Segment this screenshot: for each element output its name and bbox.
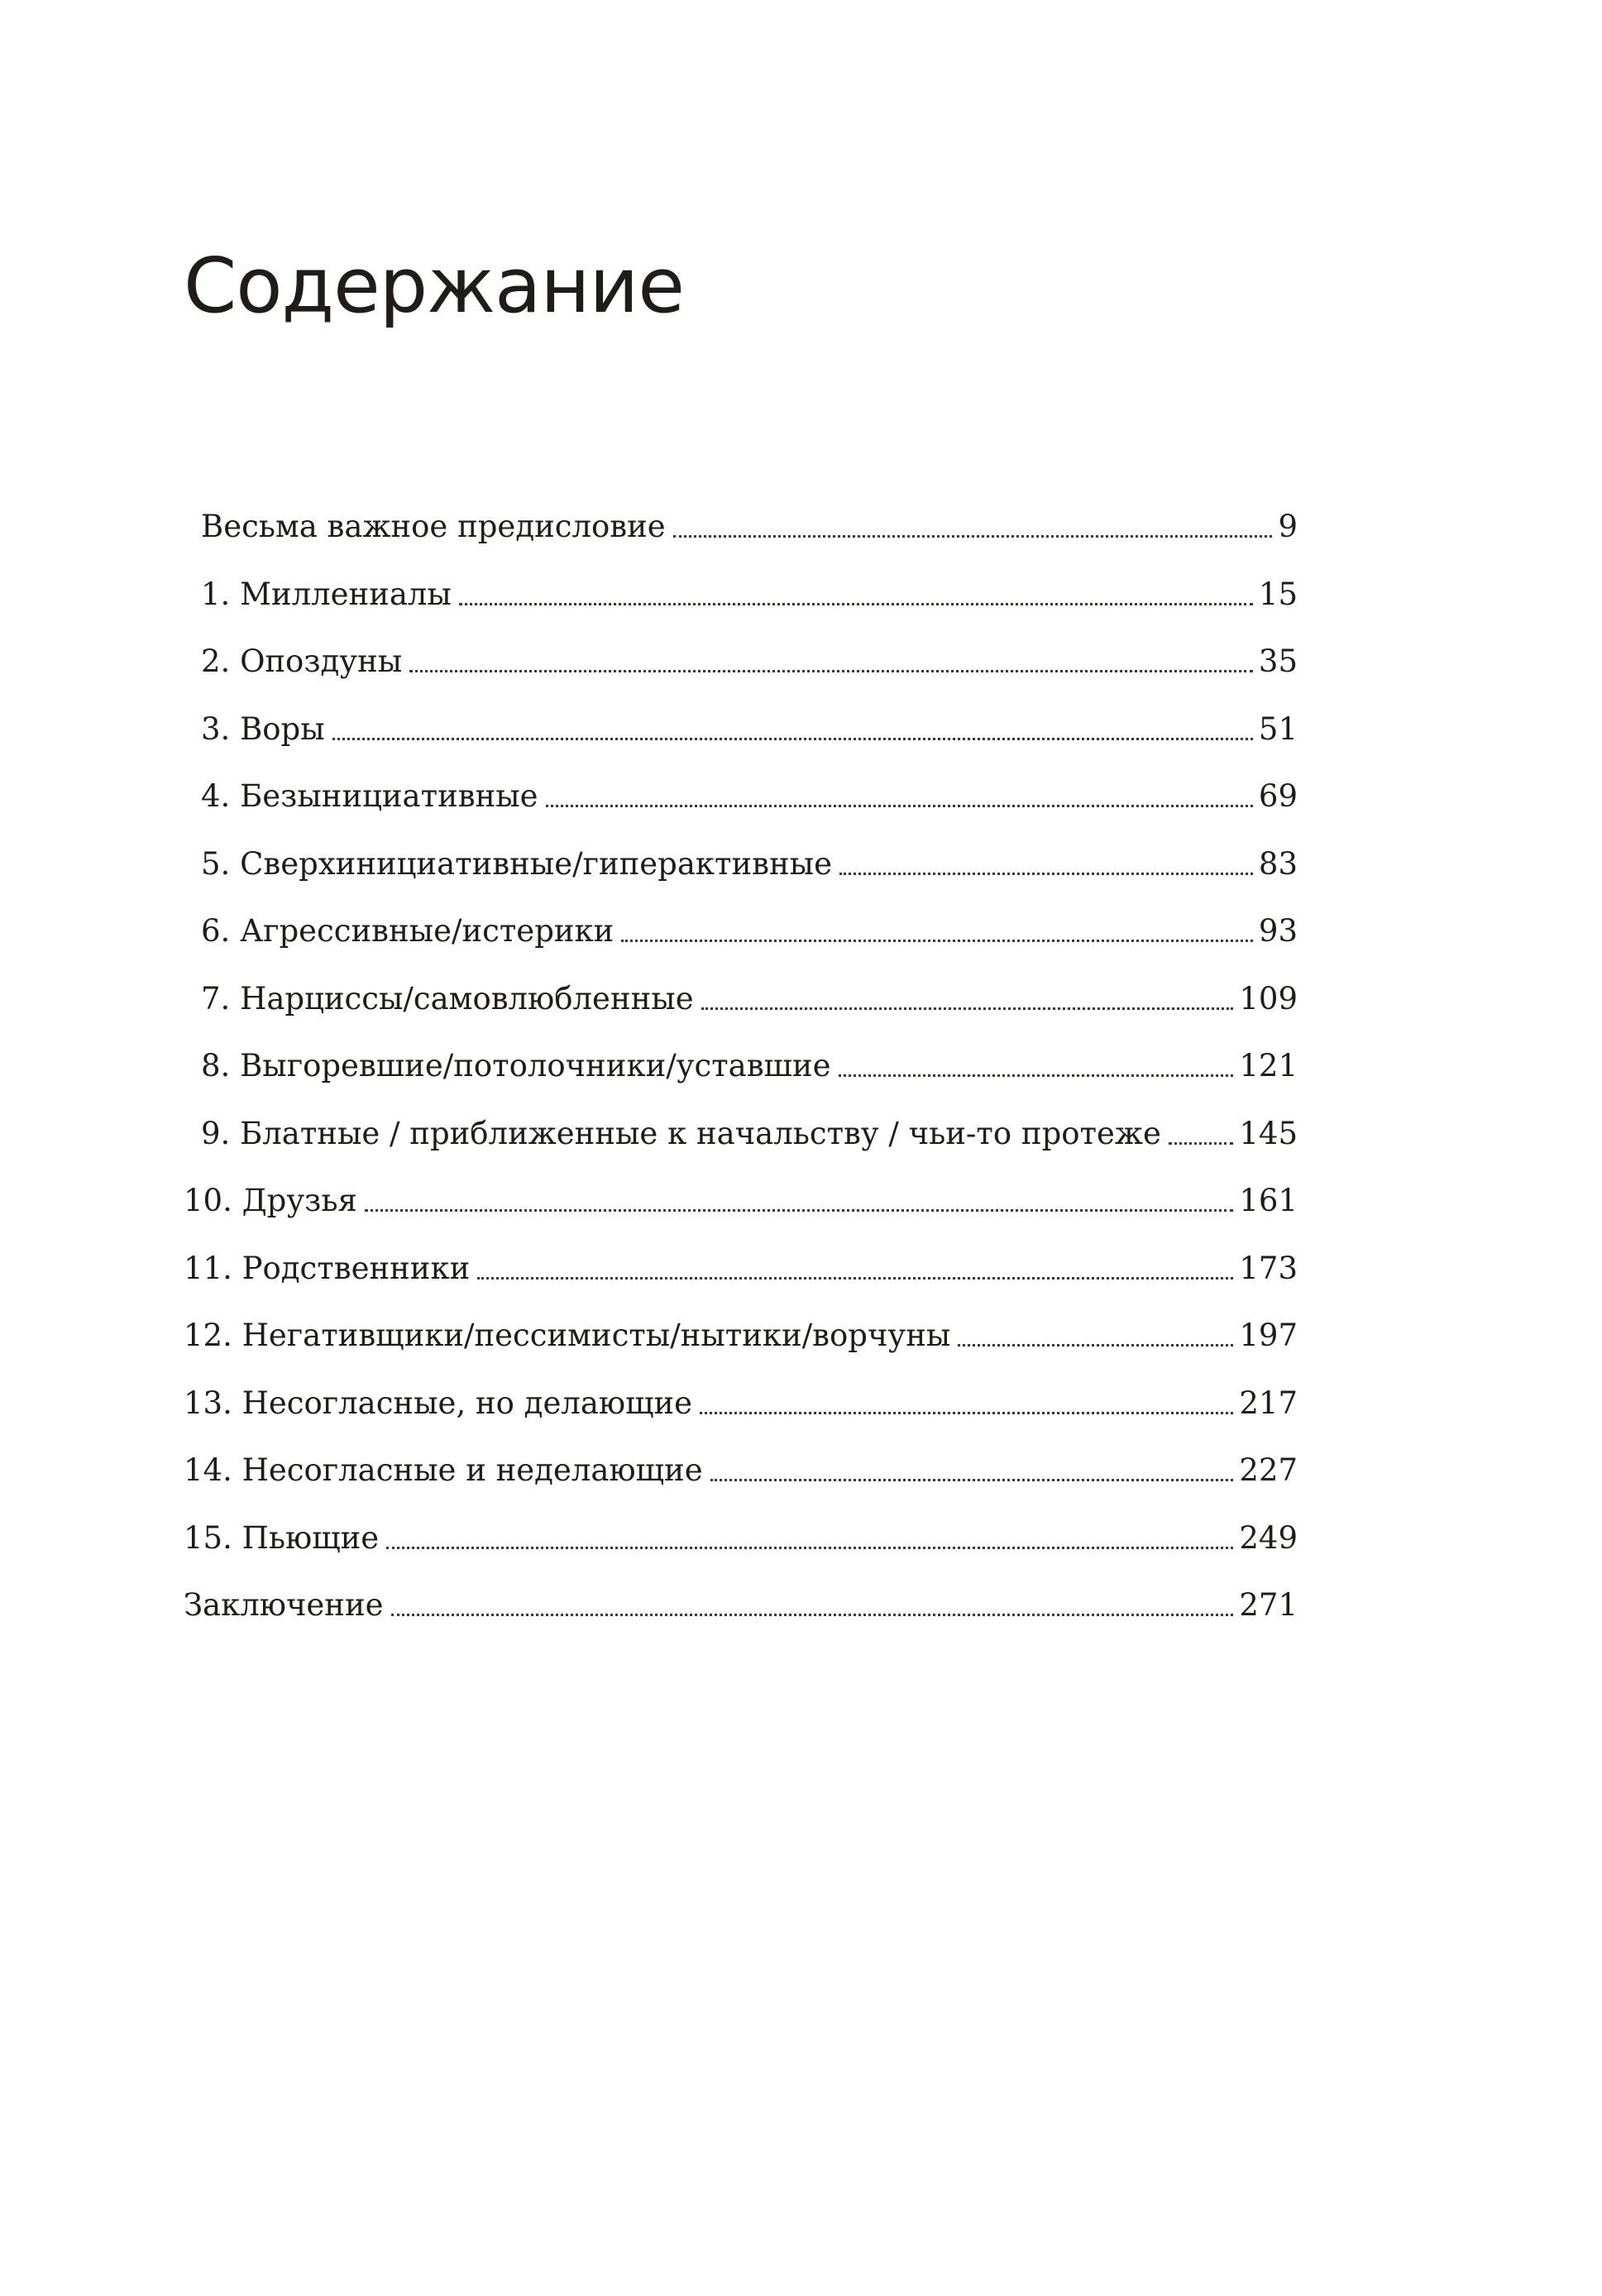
toc-dot-leader <box>459 603 1253 605</box>
toc-entry-title: 12. Негативщики/пессимисты/нытики/ворчуны <box>184 1318 951 1354</box>
toc-entry[interactable] <box>184 1571 1298 1639</box>
toc-entry[interactable] <box>184 493 1298 561</box>
toc-entry-page: 93 <box>1258 913 1298 949</box>
toc-entry-title: Заключение <box>184 1587 384 1624</box>
toc-dot-leader <box>409 670 1253 672</box>
toc-entry[interactable] <box>184 1235 1298 1303</box>
toc-entry-page: 271 <box>1239 1587 1298 1624</box>
toc-dot-leader <box>477 1277 1233 1280</box>
toc-dot-leader <box>546 805 1253 807</box>
toc-entry-page: 121 <box>1239 1048 1298 1084</box>
toc-entry-title: 2. Опоздуны <box>201 643 403 680</box>
toc-entry-title: 1. Миллениалы <box>201 576 452 612</box>
toc-entry-page: 173 <box>1239 1250 1298 1286</box>
toc-dot-leader <box>365 1209 1234 1212</box>
toc-dot-leader <box>673 535 1273 538</box>
table-of-contents <box>184 493 1298 1639</box>
toc-entry-title: 10. Друзья <box>184 1183 357 1219</box>
toc-entry-page: 51 <box>1258 710 1298 747</box>
toc-entry-page: 15 <box>1258 576 1298 612</box>
toc-entry-title: 13. Несогласные, но делающие <box>184 1385 693 1421</box>
toc-entry-title: 14. Несогласные и неделающие <box>184 1452 703 1489</box>
toc-entry-title: 8. Выгоревшие/потолочники/уставшие <box>201 1048 831 1084</box>
toc-entry-title: 15. Пьющие <box>184 1519 380 1556</box>
toc-entry[interactable] <box>184 763 1298 830</box>
page-title: Содержание <box>184 242 684 330</box>
toc-entry-title: 3. Воры <box>201 710 325 747</box>
toc-entry-title: 6. Агрессивные/истерики <box>201 913 614 949</box>
toc-dot-leader <box>839 1074 1234 1077</box>
toc-dot-leader <box>332 738 1253 740</box>
toc-entry[interactable] <box>184 628 1298 696</box>
toc-dot-leader <box>958 1344 1233 1347</box>
toc-entry[interactable] <box>184 1370 1298 1437</box>
toc-dot-leader <box>839 873 1253 875</box>
toc-entry-page: 197 <box>1239 1318 1298 1354</box>
toc-entry[interactable] <box>184 1302 1298 1370</box>
toc-entry-title: 4. Безынициативные <box>201 778 538 815</box>
toc-dot-leader <box>1169 1142 1234 1145</box>
toc-entry-title: 11. Родственники <box>184 1250 471 1286</box>
toc-entry-page: 217 <box>1239 1385 1298 1421</box>
toc-entry[interactable] <box>184 830 1298 898</box>
toc-dot-leader <box>621 940 1253 942</box>
toc-entry-title: Весьма важное предисловие <box>201 509 666 545</box>
toc-entry[interactable] <box>184 1437 1298 1504</box>
toc-entry[interactable] <box>184 1100 1298 1168</box>
toc-entry-title: 7. Нарциссы/самовлюбленные <box>201 980 694 1016</box>
toc-entry-page: 83 <box>1258 845 1298 882</box>
toc-entry[interactable] <box>184 1504 1298 1572</box>
toc-entry-page: 161 <box>1239 1183 1298 1219</box>
toc-entry-page: 145 <box>1239 1115 1298 1151</box>
toc-dot-leader <box>710 1479 1234 1481</box>
toc-entry[interactable] <box>184 965 1298 1033</box>
toc-entry[interactable] <box>184 696 1298 763</box>
toc-dot-leader <box>386 1547 1233 1549</box>
toc-entry-page: 69 <box>1258 778 1298 815</box>
toc-dot-leader <box>700 1412 1233 1414</box>
toc-entry-title: 5. Сверхинициативные/гиперактивные <box>201 845 833 882</box>
toc-entry-page: 35 <box>1258 643 1298 680</box>
toc-dot-leader <box>391 1614 1234 1616</box>
toc-dot-leader <box>701 1007 1234 1010</box>
toc-entry[interactable] <box>184 1032 1298 1100</box>
toc-entry-title: 9. Блатные / приближенные к начальству / чьи-то протеже <box>201 1115 1161 1151</box>
toc-entry[interactable] <box>184 1167 1298 1235</box>
toc-entry-page: 109 <box>1239 980 1298 1016</box>
toc-entry-page: 9 <box>1278 509 1298 545</box>
toc-entry-page: 227 <box>1239 1452 1298 1489</box>
toc-entry[interactable] <box>184 897 1298 965</box>
toc-entry[interactable] <box>184 561 1298 629</box>
toc-entry-page: 249 <box>1239 1519 1298 1556</box>
